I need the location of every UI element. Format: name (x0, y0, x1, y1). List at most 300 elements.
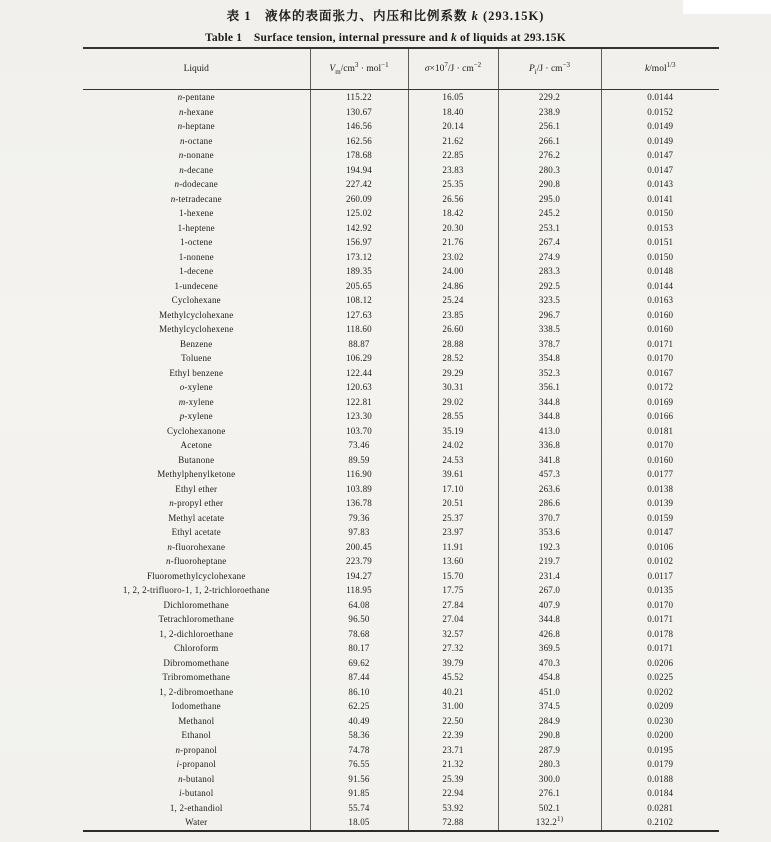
table-row (83, 699, 719, 714)
liquid-name-cell: Methanol (178, 715, 215, 726)
internal-pressure-cell: 280.3 (498, 163, 601, 178)
molar-volume-cell: 125.02 (310, 206, 408, 221)
k-coefficient-cell: 0.0177 (601, 467, 719, 482)
surface-tension-cell: 22.50 (408, 714, 498, 729)
table-row (83, 438, 719, 453)
internal-pressure-cell: 354.8 (498, 351, 601, 366)
table-row (83, 627, 719, 642)
molar-volume-cell: 127.63 (310, 308, 408, 323)
internal-pressure-cell: 336.8 (498, 438, 601, 453)
internal-pressure-cell: 290.8 (498, 177, 601, 192)
liquid-name-cell: n-propyl ether (169, 498, 224, 508)
table-row (83, 554, 719, 569)
k-coefficient-cell: 0.0138 (601, 482, 719, 497)
surface-tension-cell: 15.70 (408, 569, 498, 584)
internal-pressure-cell: 295.0 (498, 192, 601, 207)
k-coefficient-cell: 0.0169 (601, 395, 719, 410)
liquids-data-table (83, 47, 719, 832)
surface-tension-cell: 45.52 (408, 670, 498, 685)
molar-volume-cell: 55.74 (310, 801, 408, 816)
internal-pressure-cell: 284.9 (498, 714, 601, 729)
molar-volume-cell: 173.12 (310, 250, 408, 265)
surface-tension-cell: 24.86 (408, 279, 498, 294)
k-coefficient-cell: 0.0143 (601, 177, 719, 192)
liquid-name-cell: n-pentane (177, 92, 215, 102)
k-coefficient-cell: 0.0147 (601, 525, 719, 540)
k-coefficient-cell: 0.2102 (601, 815, 719, 831)
surface-tension-cell: 16.05 (408, 90, 498, 105)
k-coefficient-cell: 0.0206 (601, 656, 719, 671)
internal-pressure-cell: 132.2$^{1)}$ (498, 815, 601, 831)
liquid-name-cell: n-fluoroheptane (166, 556, 227, 566)
internal-pressure-cell: 286.6 (498, 496, 601, 511)
molar-volume-cell: 87.44 (310, 670, 408, 685)
liquid-name-cell: n-propanol (175, 744, 217, 755)
liquid-name-cell: Cyclohexane (171, 295, 221, 305)
molar-volume-cell: 76.55 (310, 757, 408, 772)
molar-volume-cell: 118.60 (310, 322, 408, 337)
molar-volume-cell: 122.81 (310, 395, 408, 410)
molar-volume-cell: 178.68 (310, 148, 408, 163)
k-coefficient-cell: 0.0200 (601, 728, 719, 743)
internal-pressure-cell: 502.1 (498, 801, 601, 816)
k-coefficient-cell: 0.0171 (601, 612, 719, 627)
molar-volume-cell: 116.90 (310, 467, 408, 482)
surface-tension-cell: 39.79 (408, 656, 498, 671)
liquid-name-cell: p-xylene (179, 411, 213, 421)
molar-volume-cell: 223.79 (310, 554, 408, 569)
table-row (83, 583, 719, 598)
surface-tension-cell: 35.19 (408, 424, 498, 439)
surface-tension-cell: 25.24 (408, 293, 498, 308)
k-coefficient-cell: 0.0151 (601, 235, 719, 250)
molar-volume-cell: 97.83 (310, 525, 408, 540)
molar-volume-cell: 162.56 (310, 134, 408, 149)
k-coefficient-cell: 0.0102 (601, 554, 719, 569)
k-coefficient-cell: 0.0179 (601, 757, 719, 772)
liquid-name-cell: Iodomethane (171, 701, 221, 711)
table-row (83, 496, 719, 511)
table-row (83, 598, 719, 613)
liquid-name-cell: Ethyl acetate (171, 527, 221, 537)
surface-tension-cell: 27.04 (408, 612, 498, 627)
internal-pressure-cell: 229.2 (498, 90, 601, 105)
molar-volume-cell: 106.29 (310, 351, 408, 366)
liquid-name-cell: m-xylene (178, 396, 214, 407)
internal-pressure-cell: 356.1 (498, 380, 601, 395)
internal-pressure-cell: 256.1 (498, 119, 601, 134)
liquid-name-cell: n-hexane (178, 106, 214, 117)
liquid-name-cell: Methylcyclohexane (159, 309, 234, 320)
internal-pressure-cell: 470.3 (498, 656, 601, 671)
liquid-name-cell: n-butanol (178, 773, 215, 784)
k-coefficient-cell: 0.0170 (601, 351, 719, 366)
liquid-name-cell: Chloroform (174, 643, 219, 653)
k-coefficient-cell: 0.0150 (601, 250, 719, 265)
internal-pressure-cell: 276.2 (498, 148, 601, 163)
k-coefficient-cell: 0.0167 (601, 366, 719, 381)
surface-tension-cell: 53.92 (408, 801, 498, 816)
internal-pressure-cell: 287.9 (498, 743, 601, 758)
column-header-0: Liquid (83, 48, 310, 90)
table-title-english: Table 1 Surface tension, internal pressure and k of liquids at 293.15K (205, 32, 566, 44)
k-coefficient-cell: 0.0147 (601, 148, 719, 163)
table-row (83, 424, 719, 439)
internal-pressure-cell: 245.2 (498, 206, 601, 221)
surface-tension-cell: 27.32 (408, 641, 498, 656)
surface-tension-cell: 21.62 (408, 134, 498, 149)
surface-tension-cell: 40.21 (408, 685, 498, 700)
k-coefficient-cell: 0.0144 (601, 279, 719, 294)
column-header-3: $P_i/J \cdot cm^{-3}$ (498, 48, 601, 90)
surface-tension-cell: 23.97 (408, 525, 498, 540)
table-row (83, 801, 719, 816)
surface-tension-cell: 22.85 (408, 148, 498, 163)
table-row (83, 569, 719, 584)
table-row (83, 757, 719, 772)
column-header-1: $V_m/cm^3 \cdot mol^{-1}$ (310, 48, 408, 90)
liquid-name-cell: n-octane (179, 135, 213, 146)
table-row (83, 612, 719, 627)
table-row (83, 380, 719, 395)
k-coefficient-cell: 0.0117 (601, 569, 719, 584)
surface-tension-cell: 23.71 (408, 743, 498, 758)
table-row (83, 511, 719, 526)
liquid-name-cell: n-decane (179, 164, 214, 175)
molar-volume-cell: 115.22 (310, 90, 408, 105)
internal-pressure-cell: 451.0 (498, 685, 601, 700)
surface-tension-cell: 20.14 (408, 119, 498, 134)
molar-volume-cell: 80.17 (310, 641, 408, 656)
table-header (83, 48, 719, 90)
surface-tension-cell: 72.88 (408, 815, 498, 831)
internal-pressure-cell: 374.5 (498, 699, 601, 714)
surface-tension-cell: 28.55 (408, 409, 498, 424)
molar-volume-cell: 62.25 (310, 699, 408, 714)
internal-pressure-cell: 352.3 (498, 366, 601, 381)
k-coefficient-cell: 0.0170 (601, 598, 719, 613)
liquid-name-cell: Butanone (178, 454, 215, 465)
surface-tension-cell: 13.60 (408, 554, 498, 569)
table-row (83, 293, 719, 308)
surface-tension-cell: 29.29 (408, 366, 498, 381)
k-coefficient-cell: 0.0160 (601, 308, 719, 323)
k-coefficient-cell: 0.0225 (601, 670, 719, 685)
liquid-name-cell: n-heptane (177, 121, 215, 131)
molar-volume-cell: 205.65 (310, 279, 408, 294)
internal-pressure-cell: 283.3 (498, 264, 601, 279)
table-row (83, 264, 719, 279)
liquid-name-cell: 1, 2-ethandiol (169, 802, 223, 813)
table-title-chinese: 表 1 液体的表面张力、内压和比例系数 k (293.15K) (226, 9, 545, 23)
molar-volume-cell: 136.78 (310, 496, 408, 511)
molar-volume-cell: 89.59 (310, 453, 408, 468)
surface-tension-cell: 31.00 (408, 699, 498, 714)
surface-tension-cell: 21.32 (408, 757, 498, 772)
internal-pressure-cell: 280.3 (498, 757, 601, 772)
table-row (83, 656, 719, 671)
internal-pressure-cell: 369.5 (498, 641, 601, 656)
internal-pressure-cell: 267.0 (498, 583, 601, 598)
table-row (83, 815, 719, 831)
surface-tension-cell: 25.35 (408, 177, 498, 192)
surface-tension-cell: 39.61 (408, 467, 498, 482)
k-coefficient-cell: 0.0188 (601, 772, 719, 787)
table-row (83, 482, 719, 497)
surface-tension-cell: 20.51 (408, 496, 498, 511)
table-row (83, 714, 719, 729)
table-row (83, 308, 719, 323)
internal-pressure-cell: 341.8 (498, 453, 601, 468)
k-coefficient-cell: 0.0160 (601, 453, 719, 468)
table-row (83, 279, 719, 294)
internal-pressure-cell: 296.7 (498, 308, 601, 323)
internal-pressure-cell: 300.0 (498, 772, 601, 787)
molar-volume-cell: 103.70 (310, 424, 408, 439)
liquid-name-cell: Ethyl benzene (169, 367, 224, 378)
molar-volume-cell: 73.46 (310, 438, 408, 453)
liquid-name-cell: 1-heptene (177, 222, 215, 233)
surface-tension-cell: 22.94 (408, 786, 498, 801)
k-coefficient-cell: 0.0159 (601, 511, 719, 526)
surface-tension-cell: 24.00 (408, 264, 498, 279)
surface-tension-cell: 27.84 (408, 598, 498, 613)
internal-pressure-cell: 407.9 (498, 598, 601, 613)
table-titles (0, 0, 771, 45)
molar-volume-cell: 142.92 (310, 221, 408, 236)
molar-volume-cell: 123.30 (310, 409, 408, 424)
liquid-name-cell: Acetone (180, 440, 212, 450)
internal-pressure-cell: 344.8 (498, 612, 601, 627)
liquid-name-cell: Tetrachloromethane (158, 614, 234, 624)
molar-volume-cell: 194.94 (310, 163, 408, 178)
surface-tension-cell: 25.39 (408, 772, 498, 787)
molar-volume-cell: 40.49 (310, 714, 408, 729)
internal-pressure-cell: 238.9 (498, 105, 601, 120)
k-coefficient-cell: 0.0163 (601, 293, 719, 308)
table-row (83, 641, 719, 656)
liquid-name-cell: Dichloromethane (163, 599, 229, 610)
k-coefficient-cell: 0.0152 (601, 105, 719, 120)
table-row (83, 148, 719, 163)
liquid-name-cell: 1-hexene (178, 208, 214, 218)
k-coefficient-cell: 0.0149 (601, 119, 719, 134)
table-row (83, 337, 719, 352)
liquid-name-cell: Ethanol (181, 730, 211, 740)
table-row (83, 685, 719, 700)
table-row (83, 192, 719, 207)
table-row (83, 670, 719, 685)
molar-volume-cell: 69.62 (310, 656, 408, 671)
surface-tension-cell: 17.10 (408, 482, 498, 497)
internal-pressure-cell: 231.4 (498, 569, 601, 584)
k-coefficient-cell: 0.0172 (601, 380, 719, 395)
liquid-name-cell: i-propanol (176, 759, 216, 769)
surface-tension-cell: 28.88 (408, 337, 498, 352)
k-coefficient-cell: 0.0184 (601, 786, 719, 801)
liquid-name-cell: Cyclohexanone (166, 425, 226, 436)
table-row (83, 90, 719, 105)
molar-volume-cell: 200.45 (310, 540, 408, 555)
table-row (83, 221, 719, 236)
surface-tension-cell: 23.83 (408, 163, 498, 178)
k-coefficient-cell: 0.0135 (601, 583, 719, 598)
k-coefficient-cell: 0.0153 (601, 221, 719, 236)
k-coefficient-cell: 0.0144 (601, 90, 719, 105)
internal-pressure-cell: 344.8 (498, 395, 601, 410)
molar-volume-cell: 130.67 (310, 105, 408, 120)
internal-pressure-cell: 426.8 (498, 627, 601, 642)
molar-volume-cell: 118.95 (310, 583, 408, 598)
k-coefficient-cell: 0.0202 (601, 685, 719, 700)
table-row (83, 453, 719, 468)
table-header-row (83, 48, 719, 90)
internal-pressure-cell: 457.3 (498, 467, 601, 482)
internal-pressure-cell: 263.6 (498, 482, 601, 497)
surface-tension-cell: 18.40 (408, 105, 498, 120)
molar-volume-cell: 86.10 (310, 685, 408, 700)
table-row (83, 177, 719, 192)
surface-tension-cell: 25.37 (408, 511, 498, 526)
molar-volume-cell: 79.36 (310, 511, 408, 526)
internal-pressure-cell: 338.5 (498, 322, 601, 337)
liquid-name-cell: Methylcyclohexene (159, 324, 234, 334)
liquid-name-cell: n-tetradecane (170, 193, 222, 204)
liquid-name-cell: Ethyl ether (175, 483, 218, 494)
internal-pressure-cell: 292.5 (498, 279, 601, 294)
internal-pressure-cell: 267.4 (498, 235, 601, 250)
k-coefficient-cell: 0.0166 (601, 409, 719, 424)
internal-pressure-cell: 454.8 (498, 670, 601, 685)
surface-tension-cell: 29.02 (408, 395, 498, 410)
internal-pressure-cell: 370.7 (498, 511, 601, 526)
table-row (83, 134, 719, 149)
table-row (83, 351, 719, 366)
liquid-name-cell: 1-undecene (174, 280, 218, 291)
table-row (83, 395, 719, 410)
molar-volume-cell: 103.89 (310, 482, 408, 497)
k-coefficient-cell: 0.0170 (601, 438, 719, 453)
internal-pressure-cell: 219.7 (498, 554, 601, 569)
molar-volume-cell: 120.63 (310, 380, 408, 395)
molar-volume-cell: 108.12 (310, 293, 408, 308)
surface-tension-cell: 24.02 (408, 438, 498, 453)
k-coefficient-cell: 0.0139 (601, 496, 719, 511)
surface-tension-cell: 28.52 (408, 351, 498, 366)
surface-tension-cell: 22.39 (408, 728, 498, 743)
table-row (83, 105, 719, 120)
molar-volume-cell: 78.68 (310, 627, 408, 642)
k-coefficient-cell: 0.0171 (601, 337, 719, 352)
molar-volume-cell: 122.44 (310, 366, 408, 381)
liquid-name-cell: 1, 2-dibromoethane (159, 686, 234, 697)
k-coefficient-cell: 0.0230 (601, 714, 719, 729)
molar-volume-cell: 58.36 (310, 728, 408, 743)
table-row (83, 250, 719, 265)
liquid-name-cell: Water (83, 815, 310, 831)
molar-volume-cell: 194.27 (310, 569, 408, 584)
table-row (83, 772, 719, 787)
surface-tension-cell: 30.31 (408, 380, 498, 395)
surface-tension-cell: 26.60 (408, 322, 498, 337)
internal-pressure-cell: 413.0 (498, 424, 601, 439)
table-row (83, 786, 719, 801)
k-coefficient-cell: 0.0281 (601, 801, 719, 816)
molar-volume-cell: 64.08 (310, 598, 408, 613)
internal-pressure-cell: 276.1 (498, 786, 601, 801)
k-coefficient-cell: 0.0181 (601, 424, 719, 439)
k-coefficient-cell: 0.0171 (601, 641, 719, 656)
scan-corner-highlight (683, 0, 771, 14)
table-row (83, 743, 719, 758)
molar-volume-cell: 91.85 (310, 786, 408, 801)
table-row (83, 728, 719, 743)
k-coefficient-cell: 0.0209 (601, 699, 719, 714)
liquid-name-cell: n-fluorohexane (167, 541, 226, 552)
k-coefficient-cell: 0.0149 (601, 134, 719, 149)
internal-pressure-cell: 323.5 (498, 293, 601, 308)
surface-tension-cell: 20.30 (408, 221, 498, 236)
table-row (83, 322, 719, 337)
liquid-name-cell: 1-octene (179, 237, 213, 247)
surface-tension-cell: 21.76 (408, 235, 498, 250)
k-coefficient-cell: 0.0160 (601, 322, 719, 337)
table-row (83, 467, 719, 482)
internal-pressure-cell: 274.9 (498, 250, 601, 265)
internal-pressure-cell: 378.7 (498, 337, 601, 352)
molar-volume-cell: 156.97 (310, 235, 408, 250)
table-row (83, 206, 719, 221)
table-row (83, 409, 719, 424)
liquid-name-cell: Methylphenylketone (157, 469, 236, 479)
k-coefficient-cell: 0.0148 (601, 264, 719, 279)
table-body (83, 90, 719, 831)
surface-tension-cell: 23.85 (408, 308, 498, 323)
liquid-name-cell: Methyl acetate (168, 512, 225, 523)
surface-tension-cell: 32.57 (408, 627, 498, 642)
molar-volume-cell: 88.87 (310, 337, 408, 352)
liquid-name-cell: Dibromomethane (163, 657, 230, 668)
liquid-name-cell: 1-decene (179, 266, 214, 276)
k-coefficient-cell: 0.0195 (601, 743, 719, 758)
table-row (83, 366, 719, 381)
table-row (83, 163, 719, 178)
liquid-name-cell: i-butanol (179, 788, 214, 798)
liquid-name-cell: Tribromomethane (162, 672, 231, 682)
surface-tension-cell: 23.02 (408, 250, 498, 265)
table-row (83, 235, 719, 250)
molar-volume-cell: 227.42 (310, 177, 408, 192)
internal-pressure-cell: 353.6 (498, 525, 601, 540)
k-coefficient-cell: 0.0178 (601, 627, 719, 642)
liquid-name-cell: 1, 2, 2-trifluoro-1, 1, 2-trichloroethane (122, 585, 270, 595)
molar-volume-cell: 91.56 (310, 772, 408, 787)
molar-volume-cell: 96.50 (310, 612, 408, 627)
molar-volume-cell: 18.05 (310, 815, 408, 831)
molar-volume-cell: 146.56 (310, 119, 408, 134)
liquid-name-cell: 1, 2-dichloroethane (159, 628, 234, 639)
liquid-name-cell: Benzene (180, 338, 213, 349)
surface-tension-cell: 11.91 (408, 540, 498, 555)
liquid-name-cell: n-dodecane (174, 179, 218, 189)
liquid-name-cell: o-xylene (179, 382, 213, 392)
table-row (83, 119, 719, 134)
column-header-4: k/mol$^{1/3}$ (601, 48, 719, 90)
liquid-name-cell: Toluene (181, 353, 212, 363)
internal-pressure-cell: 192.3 (498, 540, 601, 555)
liquid-name-cell: 1-nonene (178, 251, 214, 262)
internal-pressure-cell: 266.1 (498, 134, 601, 149)
